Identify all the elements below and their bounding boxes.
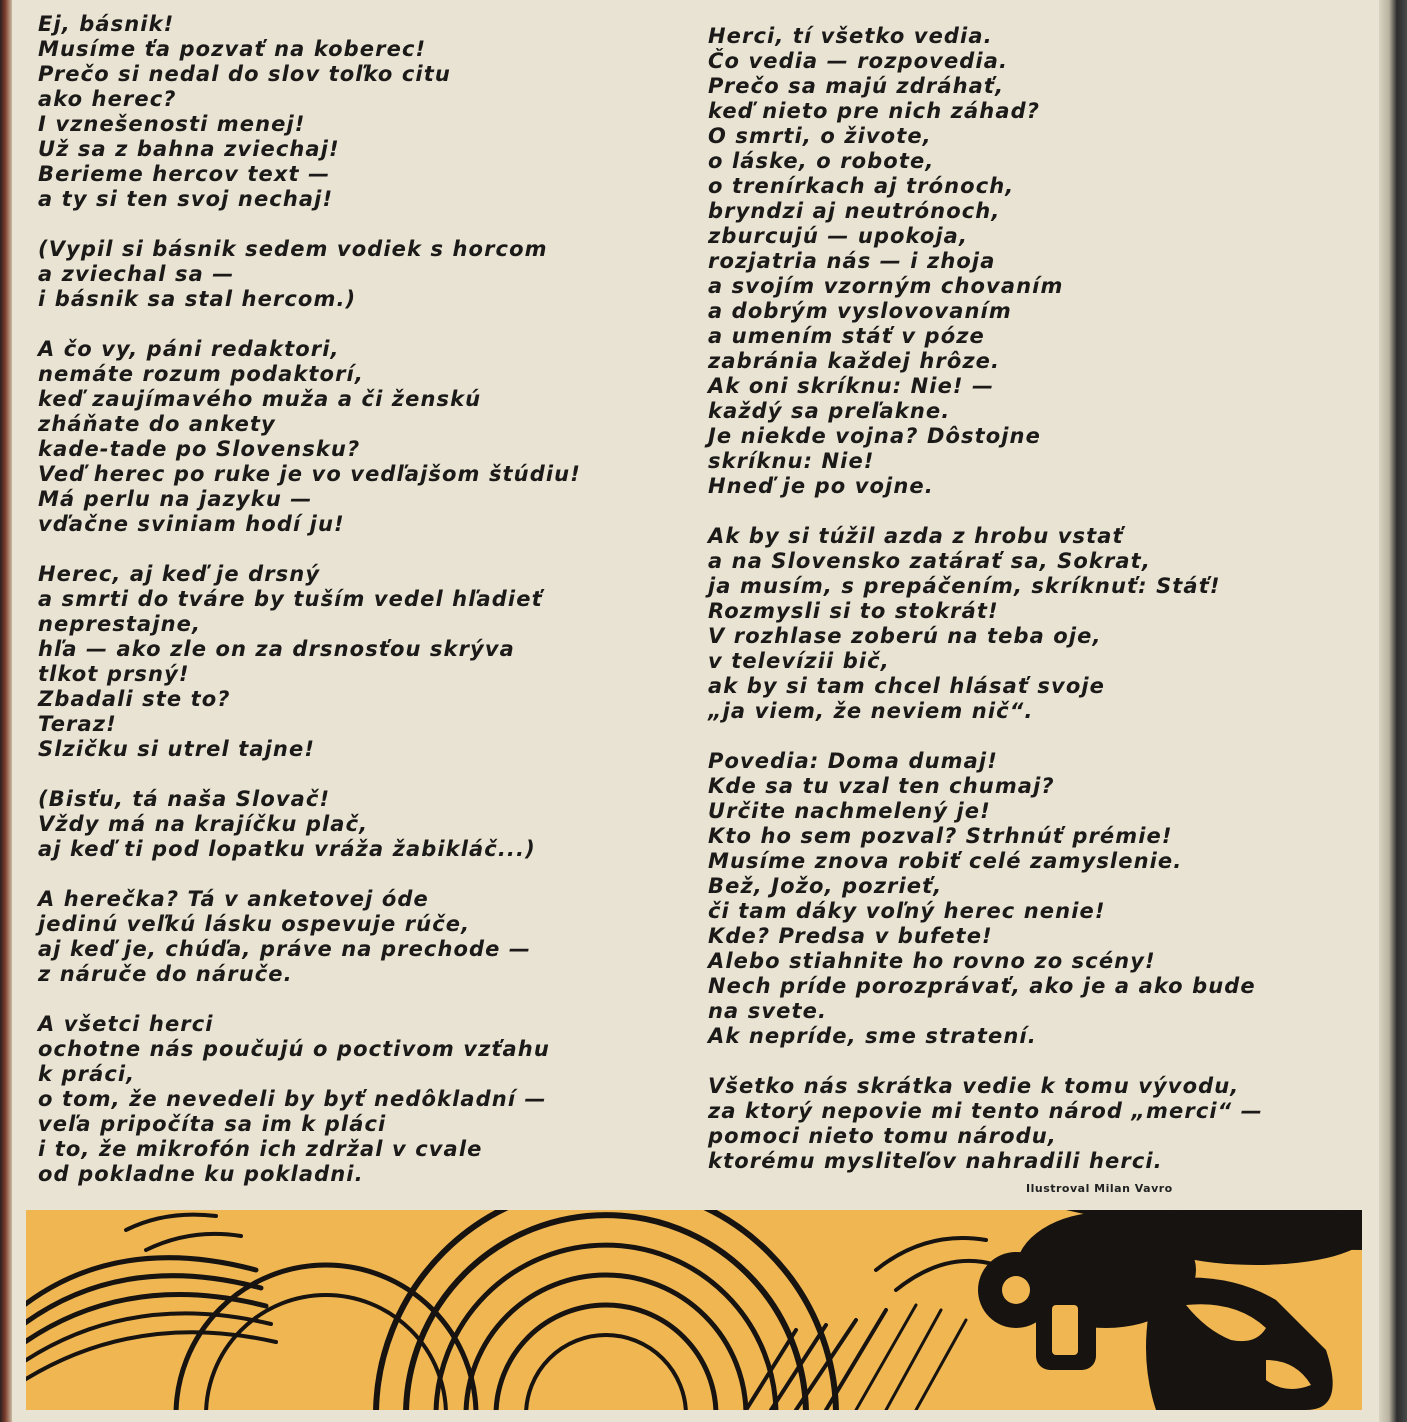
right-stanza (708, 24, 1348, 499)
poem-line: ak by si tam chcel hlásať svoje (708, 674, 1105, 698)
poem-line: Vždy má na krajíčku plač, (38, 812, 369, 836)
poem-line: a smrti do tváre by tuším vedel hľadieť (38, 587, 543, 611)
poem-line: a ty si ten svoj nechaj! (38, 187, 334, 211)
poem-line: O smrti, o živote, (708, 124, 932, 148)
poem-line: Prečo si nedal do slov toľko citu (38, 62, 451, 86)
poem-line: Je niekde vojna? Dôstojne (708, 424, 1041, 448)
poem-line: z náruče do náruče. (38, 962, 293, 986)
poem-line: Má perlu na jazyku — (38, 487, 313, 511)
poem-line: Bež, Jožo, pozrieť, (708, 874, 943, 898)
poem-line: Ak oni skríknu: Nie! — (708, 374, 995, 398)
poem-line: keď zaujímavého muža a či ženskú (38, 387, 482, 411)
book-spine-edge-left (0, 0, 12, 1422)
right-stanza (708, 524, 1348, 724)
poem-line: A čo vy, páni redaktori, (38, 337, 340, 361)
poem-line: Musíme znova robiť celé zamyslenie. (708, 849, 1183, 873)
poem-line: Veď herec po ruke je vo vedľajšom štúdiu! (38, 462, 581, 486)
poem-line: za ktorý nepovie mi tento národ „merci“ — (708, 1099, 1263, 1123)
right-stanza (708, 1074, 1348, 1174)
poem-line: bryndzi aj neutrónoch, (708, 199, 1001, 223)
poem-left-column (38, 12, 668, 1212)
poem-line: zháňate do ankety (38, 412, 276, 436)
poem-line: skríknu: Nie! (708, 449, 875, 473)
poem-line: Určite nachmelený je! (708, 799, 991, 823)
poem-line: jedinú veľkú lásku ospevuje rúče, (38, 912, 471, 936)
poem-line: kade-tade po Slovensku? (38, 437, 361, 461)
poem-line: „ja viem, že neviem nič“. (708, 699, 1034, 723)
poem-line: ktorému mysliteľov nahradili herci. (708, 1149, 1163, 1173)
poem-line: A všetci herci (38, 1012, 214, 1036)
poem-line: Ak nepríde, sme stratení. (708, 1024, 1037, 1048)
left-stanza (38, 237, 668, 312)
poem-line: I vznešenosti menej! (38, 112, 306, 136)
poem-line: ako herec? (38, 87, 177, 111)
poem-line: Už sa z bahna zviechaj! (38, 137, 340, 161)
left-stanza (38, 337, 668, 537)
poem-line: Ak by si túžil azda z hrobu vstať (708, 524, 1124, 548)
poem-line: a svojím vzorným chovaním (708, 274, 1064, 298)
left-stanza (38, 1012, 668, 1187)
poem-line: a dobrým vyslovovaním (708, 299, 1012, 323)
poem-line: hľa — ako zle on za drsnosťou skrýva (38, 637, 515, 661)
illustrator-credit: Ilustroval Milan Vavro (1026, 1182, 1173, 1195)
poem-line: k práci, (38, 1062, 136, 1086)
left-stanza (38, 12, 668, 212)
poem-line: Kde sa tu vzal ten chumaj? (708, 774, 1055, 798)
poem-line: na svete. (708, 999, 828, 1023)
poem-line: keď nieto pre nich záhad? (708, 99, 1040, 123)
poem-line: V rozhlase zoberú na teba oje, (708, 624, 1102, 648)
poem-line: nemáte rozum podaktorí, (38, 362, 364, 386)
poem-line: Kto ho sem pozval? Strhnúť prémie! (708, 824, 1173, 848)
poem-line: o tom, že nevedeli by byť nedôkladní — (38, 1087, 547, 1111)
left-stanza (38, 787, 668, 862)
right-stanza (708, 749, 1348, 1049)
left-stanza (38, 562, 668, 762)
poem-line: ja musím, s prepáčením, skríknuť: Stáť! (708, 574, 1221, 598)
poem-line: i básnik sa stal hercom.) (38, 287, 357, 311)
poem-line: Teraz! (38, 712, 117, 736)
poem-line: (Vypil si básnik sedem vodiek s horcom (38, 237, 548, 261)
poem-line: Kde? Predsa v bufete! (708, 924, 993, 948)
book-page-edge-right (1379, 0, 1407, 1422)
poem-line: a umením stáť v póze (708, 324, 985, 348)
poem-line: od pokladne ku pokladni. (38, 1162, 364, 1186)
poem-right-column (708, 24, 1348, 1199)
poem-line: zburcujú — upokoja, (708, 224, 969, 248)
illustration-svg (26, 1210, 1362, 1410)
poem-line: Ej, básnik! (38, 12, 175, 36)
poem-line: pomoci nieto tomu národu, (708, 1124, 1057, 1148)
poem-line: a zviechal sa — (38, 262, 235, 286)
poem-line: aj keď je, chúďa, práve na prechode — (38, 937, 532, 961)
woodcut-actor-illustration-icon (26, 1210, 1362, 1410)
poem-line: o trenírkach aj trónoch, (708, 174, 1015, 198)
poem-line: vďačne sviniam hodí ju! (38, 512, 345, 536)
poem-line: Povedia: Doma dumaj! (708, 749, 998, 773)
poem-line: aj keď ti pod lopatku vráža žabikláč...) (38, 837, 536, 861)
poem-line: (Bisťu, tá naša Slovač! (38, 787, 331, 811)
poem-line: tlkot prsný! (38, 662, 190, 686)
poem-line: Nech príde porozprávať, ako je a ako bude (708, 974, 1256, 998)
poem-line: Berieme hercov text — (38, 162, 331, 186)
left-stanza (38, 887, 668, 987)
poem-line: či tam dáky voľný herec nenie! (708, 899, 1106, 923)
poem-line: Alebo stiahnite ho rovno zo scény! (708, 949, 1156, 973)
poem-line: Čo vedia — rozpovedia. (708, 49, 1009, 73)
poem-line: rozjatria nás — i zhoja (708, 249, 996, 273)
poem-line: Herci, tí všetko vedia. (708, 24, 993, 48)
poem-line: Zbadali ste to? (38, 687, 231, 711)
poem-line: zabránia každej hrôze. (708, 349, 1001, 373)
poem-line: Herec, aj keď je drsný (38, 562, 321, 586)
poem-line: A herečka? Tá v anketovej óde (38, 887, 429, 911)
poem-line: o láske, o robote, (708, 149, 935, 173)
poem-line: Rozmysli si to stokrát! (708, 599, 999, 623)
poem-line: a na Slovensko zatárať sa, Sokrat, (708, 549, 1151, 573)
poem-line: Prečo sa majú zdráhať, (708, 74, 1005, 98)
poem-line: Všetko nás skrátka vedie k tomu vývodu, (708, 1074, 1240, 1098)
poem-line: v televízii bič, (708, 649, 890, 673)
poem-line: Hneď je po vojne. (708, 474, 934, 498)
poem-line: veľa pripočíta sa im k pláci (38, 1112, 387, 1136)
poem-line: ochotne nás poučujú o poctivom vzťahu (38, 1037, 550, 1061)
poem-line: Musíme ťa pozvať na koberec! (38, 37, 427, 61)
poem-line: neprestajne, (38, 612, 202, 636)
poem-line: i to, že mikrofón ich zdržal v cvale (38, 1137, 483, 1161)
poem-line: Slzičku si utrel tajne! (38, 737, 316, 761)
poem-line: každý sa preľakne. (708, 399, 951, 423)
